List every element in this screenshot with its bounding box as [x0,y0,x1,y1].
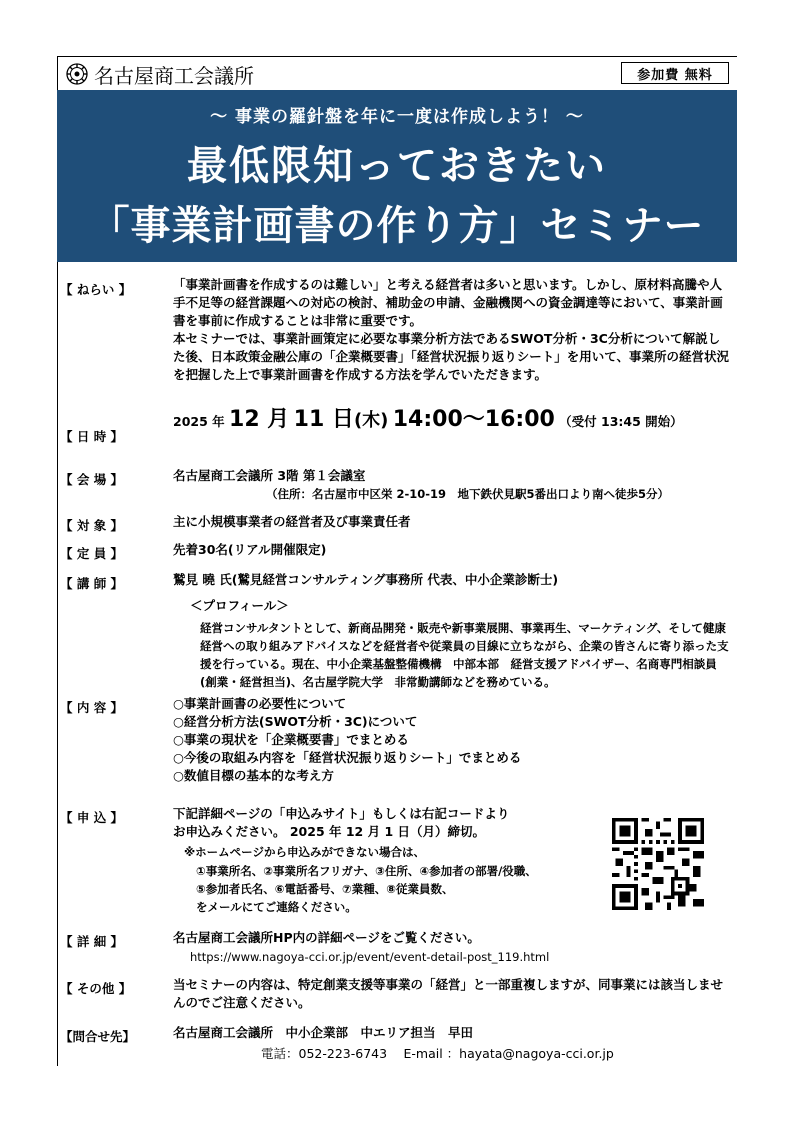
lecturer-label: 【 講 師 】 [60,576,124,591]
target-text: 主に小規模事業者の経営者及び事業責任者 [173,514,411,529]
title-banner [57,90,737,262]
venue-name: 名古屋商工会議所 3階 第１会議室 [173,468,366,483]
details-label: 【 詳 細 】 [60,934,124,949]
apply-line-1: 下記詳細ページの「申込みサイト」もしくは右記コードより [173,806,510,821]
contact-line-2: 電話：052-223-6743 E-mail ：hayata@nagoya-cci.or.jp [261,1046,614,1061]
apply-note-2: ①事業所名、②事業所名フリガナ、③住所、④参加者の部署/役職、 [196,864,537,878]
content-item: ○数値目標の基本的な考え方 [173,768,334,783]
venue-address: （住所：名古屋市中区栄 2-10-19 地下鉄伏見駅5番出口より南へ徒歩5分） [266,487,670,501]
other-label: 【 その他 】 [60,981,132,996]
date-day: 11 日 [293,407,354,432]
fee-badge: 参加費 無料 [621,62,729,84]
content-item: ○事業計画書の必要性について [173,696,347,711]
capacity-text: 先着30名(リアル開催限定) [173,542,327,557]
aim-label: 【 ねらい 】 [60,282,132,297]
aim-text [173,276,729,384]
datetime-text [173,406,729,436]
apply-line-2: お申込みください。 2025 年 12 月 1 日（月）締切。 [173,824,485,839]
contact-line-1: 名古屋商工会議所 中小企業部 中エリア担当 早田 [173,1025,474,1040]
chamber-logo-icon [66,63,88,85]
banner-title-line2: 「事業計画書の作り方」セミナー [89,203,705,249]
date-year: 2025 年 [173,414,225,429]
date-month: 12 月 [229,407,290,432]
banner-subtitle: ～ 事業の羅針盤を年に一度は作成しよう！ ～ [210,107,584,127]
event-time: 14:00～16:00 [392,407,555,432]
apply-note-1: ※ホームページから申込みができない場合は、 [184,845,425,859]
lecturer-name: 鷲見 曉 氏(鷲見経営コンサルティング事務所 代表、中小企業診断士) [173,572,559,587]
apply-text [173,805,603,841]
apply-note-4: をメールにてご連絡ください。 [196,900,357,914]
profile-text: 経営コンサルタントとして、新商品開発・販売や新事業展開、事業再生、マーケティング、そして健康経営への取り組みアドバイスなどを経営者や従業員の目線に立ちながら、企業の皆さんに寄り添った支援を行っている。現在、中小企業基盤整備機構 中部本部 経営支援アドバイザー、名商専門相談員(創業・経営担当)、名古屋学院大学 非常勤講師などを務めている。 [200,621,729,689]
reception-time: （受付 13:45 開始） [559,414,683,429]
content-list [173,695,729,785]
aim-paragraph-2: 本セミナーでは、事業計画策定に必要な事業分析方法であるSWOT分析・3C分析について解説した後、日本政策金融公庫の「企業概要書」「経営状況振り返りシート」を用いて、事業所の経営状況を把握した上で事業計画書を作成する方法を学んでいただきます。 [173,331,730,382]
target-label: 【 対 象 】 [60,518,124,533]
qr-code-icon[interactable] [612,818,704,910]
details-url-link[interactable]: https://www.nagoya-cci.or.jp/event/event-detail-post_119.html [190,950,550,964]
capacity-label: 【 定 員 】 [60,546,124,561]
aim-paragraph-1: 「事業計画書を作成するのは難しい」と考える経営者は多いと思います。しかし、原材料高騰や人手不足等の経営課題への対応の検討、補助金の申請、金融機関への資金調達等において、事業計画書を事前に作成することは非常に重要です。 [173,277,723,328]
datetime-label: 【 日 時 】 [60,429,124,444]
apply-label: 【 申 込 】 [60,810,124,825]
contact-label: 【問合せ先】 [60,1029,136,1044]
date-weekday: (木) [353,410,389,431]
content-item: ○経営分析方法(SWOT分析・3C)について [173,714,418,729]
apply-note [196,862,616,916]
org-header [66,61,254,87]
other-text: 当セミナーの内容は、特定創業支援等事業の「経営」と一部重複しますが、同事業には該当しませんのでご注意ください。 [173,977,724,1010]
details-line: 名古屋商工会議所HP内の詳細ページをご覧ください。 [173,930,480,945]
banner-title-line1: 最低限知っておきたい [187,143,607,189]
org-name: 名古屋商工会議所 [94,63,254,88]
profile-title: ＜プロフィール＞ [190,598,289,613]
apply-note-3: ⑤参加者氏名、⑥電話番号、⑦業種、⑧従業員数、 [196,882,454,896]
venue-label: 【 会 場 】 [60,472,124,487]
content-item: ○今後の取組み内容を「経営状況振り返りシート」でまとめる [173,750,522,765]
content-item: ○事業の現状を「企業概要書」でまとめる [173,732,409,747]
content-label: 【 内 容 】 [60,700,124,715]
